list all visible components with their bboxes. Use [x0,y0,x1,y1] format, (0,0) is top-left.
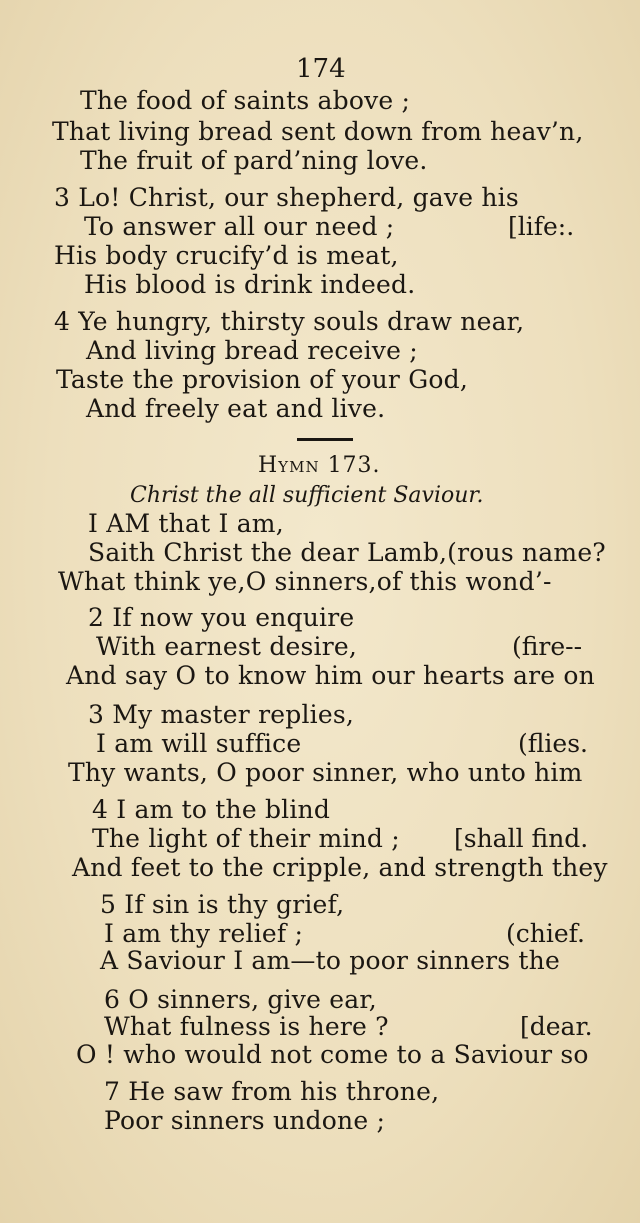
verse-line: And say O to know him our hearts are on [66,661,595,690]
verse-line: Taste the provision of your God, [56,365,468,394]
turnover-text: (flies. [518,729,588,758]
verse-line: His body crucify’d is meat, [54,241,399,270]
verse-line: 2 If now you enquire [88,603,355,632]
verse-line: And living bread receive ; [86,336,418,365]
verse-line: 7 He saw from his throne, [104,1077,440,1106]
verse-line: The light of their mind ; [92,824,400,853]
turnover-text: [shall find. [454,824,589,853]
turnover-text: (fire-- [512,632,583,661]
verse-line: O ! who would not come to a Saviour so [76,1040,589,1069]
verse-line: 4 Ye hungry, thirsty souls draw near, [54,307,525,336]
verse-line: What think ye,O sinners,of this wond’- [58,567,552,596]
verse-line: The food of saints above ; [80,86,411,115]
verse-line: 6 O sinners, give ear, [104,985,377,1014]
verse-line: And feet to the cripple, and strength they [72,853,608,882]
verse-line: 4 I am to the blind [92,795,331,824]
verse-line: What fulness is here ? [104,1012,389,1041]
verse-line: 5 If sin is thy grief, [100,890,345,919]
verse-line: I AM that I am, [88,509,284,538]
verse-line: His blood is drink indeed. [84,270,416,299]
verse-line: 3 Lo! Christ, our shepherd, gave his [54,183,519,212]
turnover-text: [life:. [508,212,575,241]
verse-line: To answer all our need ; [84,212,395,241]
verse-line: I am will suffice [96,729,302,758]
verse-line: And freely eat and live. [86,394,386,423]
page-number: 174 [296,54,346,84]
verse-line: I am thy relief ; [104,919,304,948]
section-divider [297,438,353,441]
verse-line: A Saviour I am—to poor sinners the [100,946,560,975]
verse-line: Saith Christ the dear Lamb,(rous name? [88,538,606,567]
turnover-text: [dear. [520,1012,593,1041]
verse-line: 3 My master replies, [88,700,355,729]
hymn-title: Hymn 173. [258,453,381,478]
verse-line: That living bread sent down from heav’n, [52,117,584,146]
hymn-subtitle: Christ the all sufficient Saviour. [130,483,484,508]
verse-line: Thy wants, O poor sinner, who unto him [68,758,583,787]
turnover-text: (chief. [506,919,585,948]
verse-line: With earnest desire, [96,632,358,661]
verse-line: The fruit of pard’ning love. [80,146,428,175]
verse-line: Poor sinners undone ; [104,1106,386,1135]
